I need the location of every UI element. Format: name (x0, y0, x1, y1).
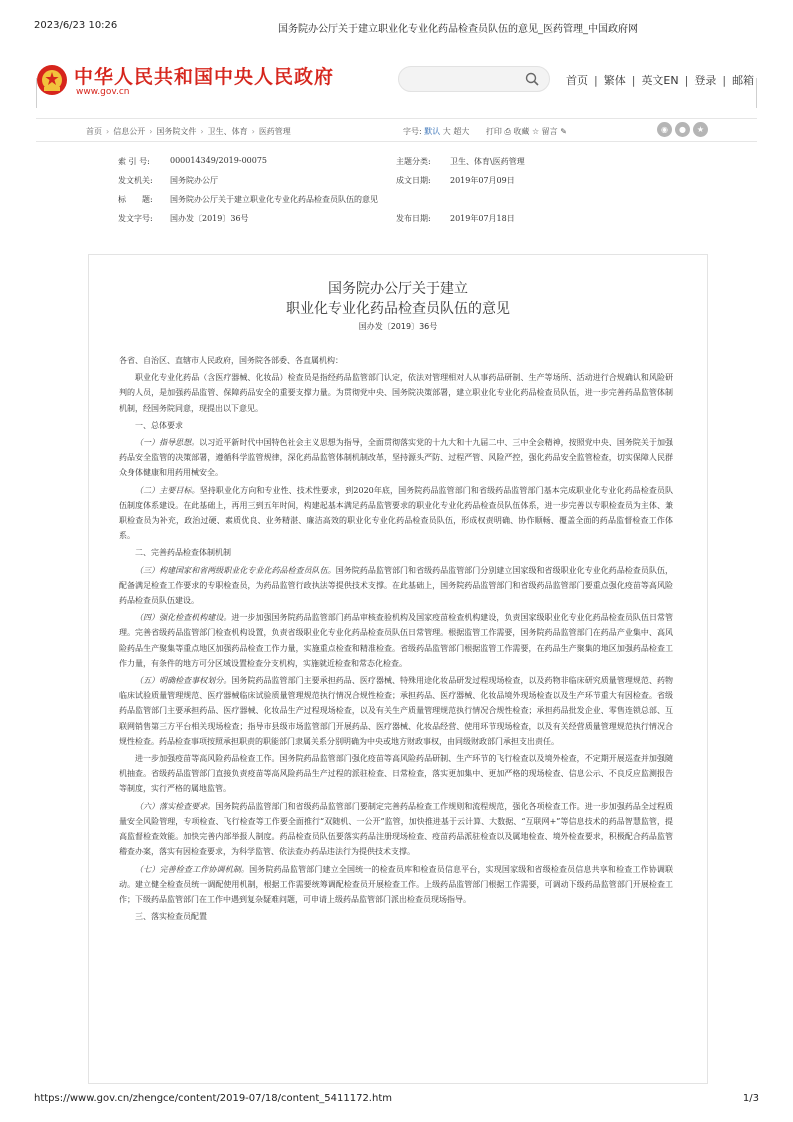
salutation: 各省、自治区、直辖市人民政府，国务院各部委、各直属机构： (119, 356, 343, 365)
paragraph (119, 483, 673, 544)
paragraph-lead: （三）构建国家和省两级职业化专业化药品检查员队伍。 (135, 565, 336, 575)
nav-mail[interactable]: 邮箱 (732, 74, 755, 87)
paragraph-lead: （一）指导思想。 (135, 438, 200, 448)
nav-login[interactable]: 登录 (694, 74, 717, 87)
font-xlarge-option[interactable]: 超大 (453, 127, 470, 136)
share-icons (654, 122, 708, 137)
paragraph (119, 862, 673, 908)
title-value: 国务院办公厅关于建立职业化专业化药品检查员队伍的意见 (170, 195, 378, 204)
page-tools (403, 126, 567, 137)
font-default-option[interactable]: 默认 (424, 127, 441, 136)
issuer-value: 国务院办公厅 (170, 176, 218, 185)
divider (36, 78, 37, 108)
search-icon[interactable] (525, 72, 539, 86)
section-heading: 三、落实检查员配置 (135, 912, 207, 922)
topic-value: 卫生、体育\医药管理 (450, 157, 525, 166)
breadcrumb-item[interactable]: 信息公开 (113, 127, 146, 136)
print-page-title: 国务院办公厅关于建立职业化专业化药品检查员队伍的意见_医药管理_中国政府网 (278, 24, 638, 35)
created-date-label: 成文日期: (396, 176, 431, 185)
search-input[interactable] (398, 66, 550, 92)
index-label: 索 引 号: (118, 157, 150, 166)
top-nav: 首页 | 繁体 | 英文EN | 登录 | 邮箱 (566, 74, 755, 87)
nav-traditional[interactable]: 繁体 (603, 74, 626, 87)
paragraph-text: 国务院药品监管部门和省级药品监管部门分别建立国家级和省级职业化专业化药品检查员队伍，配备满足检查工作要求的专职检查员，为药品监管行政执法等提供技术支撑。在此基础上，国务院药品监管部门和省级药品监管部门要重点强化疫苗等高风险药品检查员队伍建设。 (119, 565, 674, 606)
breadcrumb-item[interactable]: 卫生、体育 (207, 127, 248, 136)
breadcrumb-bar (36, 118, 757, 142)
paragraph-text: 国务院药品监管部门建立全国统一的检查员库和检查员信息平台，实现国家级和省级检查员信息共享和检查工作协调联动。建立健全检查员统一调配使用机制，根据工作需要统筹调配检查员开展检查工作。上级药品监管部门根据工作需要，可调动下级药品监管部门开展检查工作；下级药品监管部门在工作中遇到复杂疑难问题，可申请上级药品监管部门派出检查员现场指导。 (119, 864, 673, 904)
paragraph-lead: （四）强化检查机构建设。 (135, 613, 232, 623)
print-page-number: 1/3 (742, 1093, 759, 1104)
breadcrumb-item[interactable]: 国务院文件 (156, 127, 197, 136)
print-header (34, 20, 759, 34)
pencil-icon: ✎ (560, 127, 567, 136)
site-url: www.gov.cn (76, 87, 130, 97)
document-number: 国办发〔2019〕36号 (358, 322, 438, 331)
section-heading: 一、总体要求 (135, 420, 183, 430)
topic-label: 主题分类: (396, 157, 431, 166)
favorite-button[interactable] (513, 127, 539, 136)
document-text (119, 353, 673, 926)
site-name[interactable]: 中华人民共和国中央人民政府 (74, 66, 335, 88)
paragraph-text: 进一步加强国务院药品监管部门药品审核查验机构及国家疫苗检查机构建设，负责国家级职业化专业化药品检查员队伍日常管理。完善省级药品监管部门检查机构设置，负责省级职业化专业化药品检查员队伍日常管理。根据监管工作需要，国务院药品监管部门在药品产业集中、高风险药品生产聚集等重点地区加强药品检查工作力量，实施重点检查和精准检查。省级药品监管部门根据监管工作需要，在药品生产聚集的地区加强药品检查工作力量，有条件的地方可分区域设置检查分支机构，实施就近检查和常态化检查。 (119, 613, 674, 668)
print-datetime: 2023/6/23 10:26 (34, 20, 118, 31)
paragraph-lead: （二）主要目标。 (135, 485, 200, 495)
wechat-icon[interactable]: ● (675, 122, 690, 137)
nav-english[interactable]: 英文EN (641, 74, 679, 87)
doc-number-label: 发文字号: (118, 214, 153, 223)
comment-button[interactable] (542, 127, 567, 136)
published-date-label: 发布日期: (396, 214, 431, 223)
section-heading: 二、完善药品检查体制机制 (135, 548, 231, 558)
print-button[interactable] (486, 127, 511, 136)
paragraph-lead: （五）明确检查事权划分。 (135, 676, 232, 686)
paragraph (119, 673, 673, 749)
document-body (88, 254, 708, 1084)
paragraph-lead: （六）落实检查要求。 (135, 801, 216, 811)
paragraph (119, 799, 673, 860)
breadcrumb-item[interactable]: 医药管理 (258, 127, 291, 136)
document-title-line2: 职业化专业化药品检查员队伍的意见 (286, 301, 510, 317)
paragraph (119, 435, 673, 481)
index-value: 000014349/2019-00075 (170, 156, 268, 165)
doc-number-value: 国办发〔2019〕36号 (170, 214, 249, 223)
comment-label: 留言 (541, 127, 558, 136)
favorite-star-icon[interactable]: ★ (693, 122, 708, 137)
paragraph: 进一步加强疫苗等高风险药品检查工作。国务院药品监管部门强化疫苗等高风险药品研制、生产环节的飞行检查以及境外检查，不定期开展巡查并加强随机抽查。省级药品监管部门直接负责疫苗等高风险药品生产过程的派驻检查、日常检查，落实更加集中、更加严格的现场检查、信息公示、不良反应监测报告等制度，实行严格的属地监管。 (119, 754, 673, 794)
star-icon: ☆ (531, 127, 540, 136)
paragraph-text: 国务院药品监管部门和省级药品监管部门要制定完善药品检查工作规则和流程规范，强化各项检查工作。进一步加强药品全过程质量安全风险管理，专项检查、飞行检查等工作要全面推行“双随机、一公开”监管，加快推进基于云计算、大数据、“互联网+”等信息技术的药品智慧监管，提高监督检查效能。加快完善内部举报人制度。药品检查员队伍要落实药品注册现场检查、疫苗药品派驻检查以及属地检查、境外检查要求，积极配合药品监管稽查办案，落实有因检查要求，为科学监管、依法查办药品违法行为提供技术支撑。 (119, 801, 674, 857)
document-title-line1: 国务院办公厅关于建立 (328, 281, 468, 297)
paragraph-text: 坚持职业化方向和专业性、技术性要求，到2020年底，国务院药品监管部门和省级药品监管部门基本完成职业化专业化药品检查员队伍制度体系建设。在此基础上，再用三到五年时间，构建起基本满足药品监管要求的职业化专业化药品检查员队伍体系，进一步完善以专职检查员为主体、兼职检查员为补充，政治过硬、素质优良、业务精湛、廉洁高效的职业化专业化药品检查员队伍，形成权责明确、协作顺畅、覆盖全面的药品监督检查工作体系。 (119, 485, 674, 541)
print-url: https://www.gov.cn/zhengce/content/2019-07/18/content_5411172.htm (34, 1093, 392, 1104)
created-date-value: 2019年07月09日 (450, 176, 515, 185)
paragraph (119, 610, 673, 671)
title-label: 标 题: (118, 195, 153, 204)
paragraph-lead: （七）完善检查工作协调机制。 (135, 864, 250, 874)
printer-icon: ⎙ (504, 127, 511, 136)
nav-home[interactable]: 首页 (566, 74, 588, 87)
favorite-label: 收藏 (513, 127, 530, 136)
paragraph-text: 以习近平新时代中国特色社会主义思想为指导，全面贯彻落实党的十九大和十九届二中、三中全会精神，按照党中央、国务院关于加强药品安全监管的决策部署，遵循科学监管规律，深化药品监管体制机制改革，坚持源头严防、过程严管、风险严控，强化药品安全监管检查，切实保障人民群众身体健康和用药用械安全。 (119, 438, 674, 478)
national-emblem-icon[interactable] (36, 64, 68, 96)
print-footer (34, 1093, 759, 1104)
font-size-label: 字号: (403, 127, 422, 136)
print-label: 打印 (485, 127, 502, 136)
paragraph-text: 国务院药品监管部门主要承担药品、医疗器械、特殊用途化妆品研发过程现场检查，以及药物非临床研究质量管理规范、药物临床试验质量管理规范、医疗器械临床试验质量管理规范执行情况合规性检查；承担药品、医疗器械、化妆品境外现场检查以及生产环节重大有因检查。省级药品监管部门主要承担药品、医疗器械、化妆品生产过程现场检查，以及有关生产质量管理规范执行情况合规性检查；承担药品批发企业、零售连锁总部、互联网销售第三方平台相关现场检查；指导市县级市场监管部门开展药品、医疗器械、化妆品经营、使用环节现场检查，以及有关经营质量管理规范执行情况合规性检查。药品检查事项按照承担职责的职能部门隶属关系分别明确为中央或地方财政事权，由同级财政部门承担支出责任。 (119, 676, 674, 746)
published-date-value: 2019年07月18日 (450, 214, 515, 223)
document-metadata (118, 152, 733, 228)
paragraph: 职业化专业化药品（含医疗器械、化妆品）检查员是指经药品监管部门认定，依法对管理相对人从事药品研制、生产等场所、活动进行合规确认和风险研判的人员，是加强药品监管、保障药品安全的重要支撑力量。为贯彻党中央、国务院决策部署，建立职业化专业化药品检查员队伍，进一步完善药品监管体制机制，经国务院同意，现提出以下意见。 (119, 373, 673, 413)
issuer-label: 发文机关: (118, 176, 153, 185)
paragraph (119, 563, 673, 609)
divider (756, 78, 757, 108)
breadcrumb-item[interactable]: 首页 (86, 127, 102, 136)
font-large-option[interactable]: 大 (442, 127, 451, 136)
site-header (36, 56, 757, 106)
weibo-icon[interactable]: ◉ (657, 122, 672, 137)
breadcrumb: 首页 › 信息公开 › 国务院文件 › 卫生、体育 › 医药管理 (86, 127, 291, 136)
